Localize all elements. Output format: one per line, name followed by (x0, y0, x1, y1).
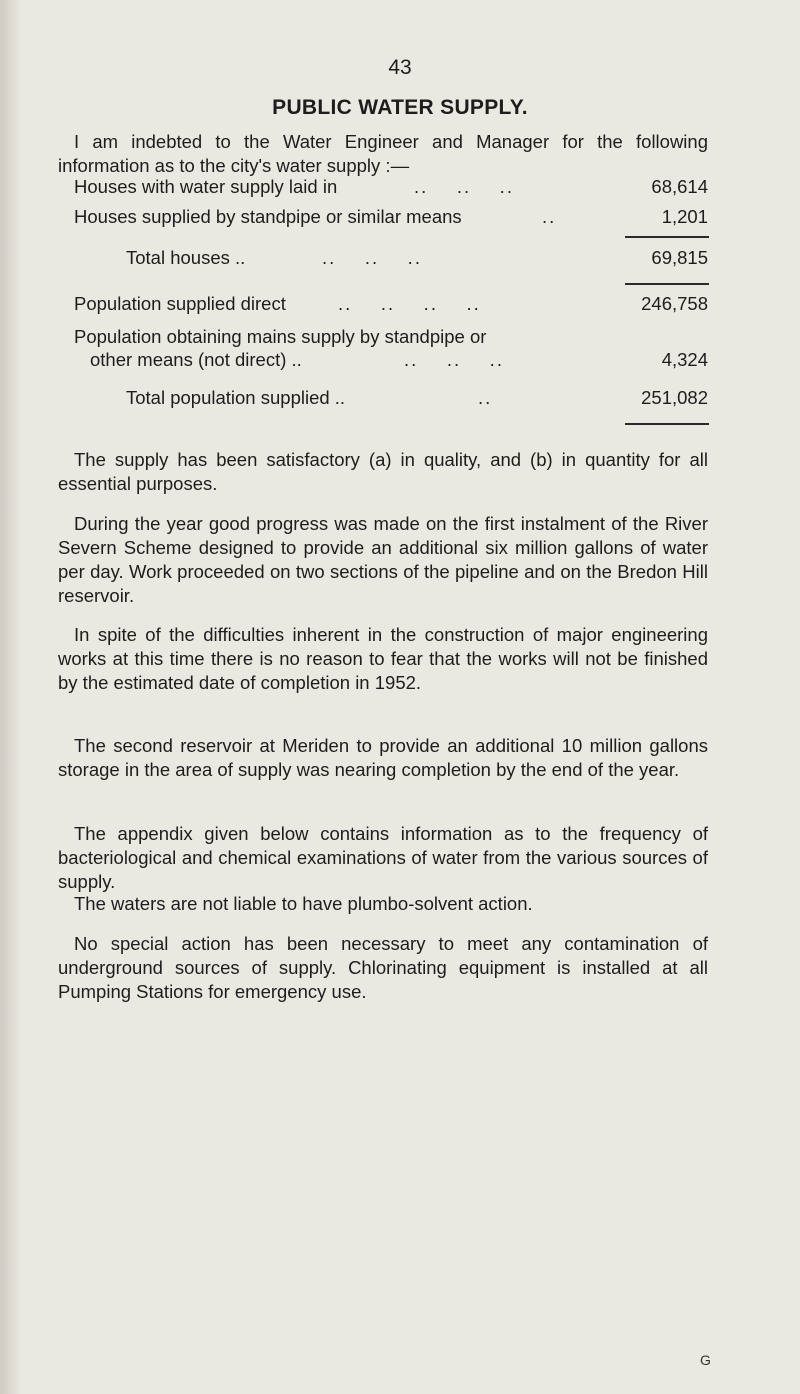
population-standpipe-label-line2: other means (not direct) .. (90, 349, 302, 370)
leader-dots: .. .. .. (404, 349, 504, 370)
population-standpipe-row (74, 325, 708, 349)
page-edge-shadow (0, 0, 22, 1394)
houses-with-supply-label: Houses with water supply laid in (74, 176, 338, 197)
total-houses-value: 69,815 (651, 247, 708, 268)
paragraph-contamination: No special action has been necessary to meet any contamination of underground sources of supply. Chlorinating equipment is installed at all Pumping Stations for emergency use. (58, 933, 708, 1002)
total-rule (625, 283, 709, 285)
houses-with-supply-row (74, 175, 708, 199)
grand-total-rule (625, 423, 709, 425)
section-title: PUBLIC WATER SUPPLY. (272, 96, 528, 119)
paragraph-meriden-reservoir: The second reservoir at Meriden to provide an additional 10 million gallons storage in the area of supply was nearing completion by the end of the year. (58, 735, 708, 780)
paragraph-construction: In spite of the difficulties inherent in the construction of major engineering works at this time there is no reason to fear that the works will not be finished by the estimated date of completion in 1952. (58, 624, 708, 693)
paragraph-supply-quality: The supply has been satisfactory (a) in quality, and (b) in quantity for all essential purposes. (58, 449, 708, 494)
total-houses-row (74, 246, 708, 270)
subtotal-rule (625, 236, 709, 238)
population-direct-value: 246,758 (641, 293, 708, 314)
houses-standpipe-label: Houses supplied by standpipe or similar means (74, 206, 462, 227)
total-population-label: Total population supplied .. (126, 387, 346, 408)
leader-dots: .. (542, 206, 557, 227)
total-population-value: 251,082 (641, 387, 708, 408)
total-houses-label: Total houses .. (126, 247, 246, 268)
paragraph-plumbo-solvent: The waters are not liable to have plumbo-solvent action. (74, 893, 533, 914)
houses-standpipe-row (74, 205, 708, 229)
leader-dots: .. .. .. (322, 247, 422, 268)
houses-standpipe-value: 1,201 (661, 206, 708, 227)
leader-dots: .. (478, 387, 493, 408)
leader-dots: .. .. .. .. (338, 293, 481, 314)
population-standpipe-value: 4,324 (661, 349, 708, 370)
population-direct-row (74, 292, 708, 316)
total-population-row (74, 386, 708, 410)
page-number: 43 (388, 56, 412, 79)
population-direct-label: Population supplied direct (74, 293, 286, 314)
intro-paragraph: I am indebted to the Water Engineer and Manager for the following information as to the city's water supply :— (58, 131, 708, 176)
signature-mark: G (700, 1352, 711, 1368)
population-standpipe-label-line1: Population obtaining mains supply by standpipe or (74, 326, 487, 347)
population-standpipe-value-row (74, 348, 708, 372)
houses-with-supply-value: 68,614 (651, 176, 708, 197)
leader-dots: .. .. .. (414, 176, 514, 197)
paragraph-severn-scheme: During the year good progress was made on the first instalment of the River Severn Scheme designed to provide an additional six million gallons of water per day. Work proceeded on two sections of the pipeline and on the Bredon Hill reservoir. (58, 513, 708, 606)
paragraph-appendix: The appendix given below contains information as to the frequency of bacteriological and chemical examinations of water from the various sources of supply. (58, 823, 708, 892)
